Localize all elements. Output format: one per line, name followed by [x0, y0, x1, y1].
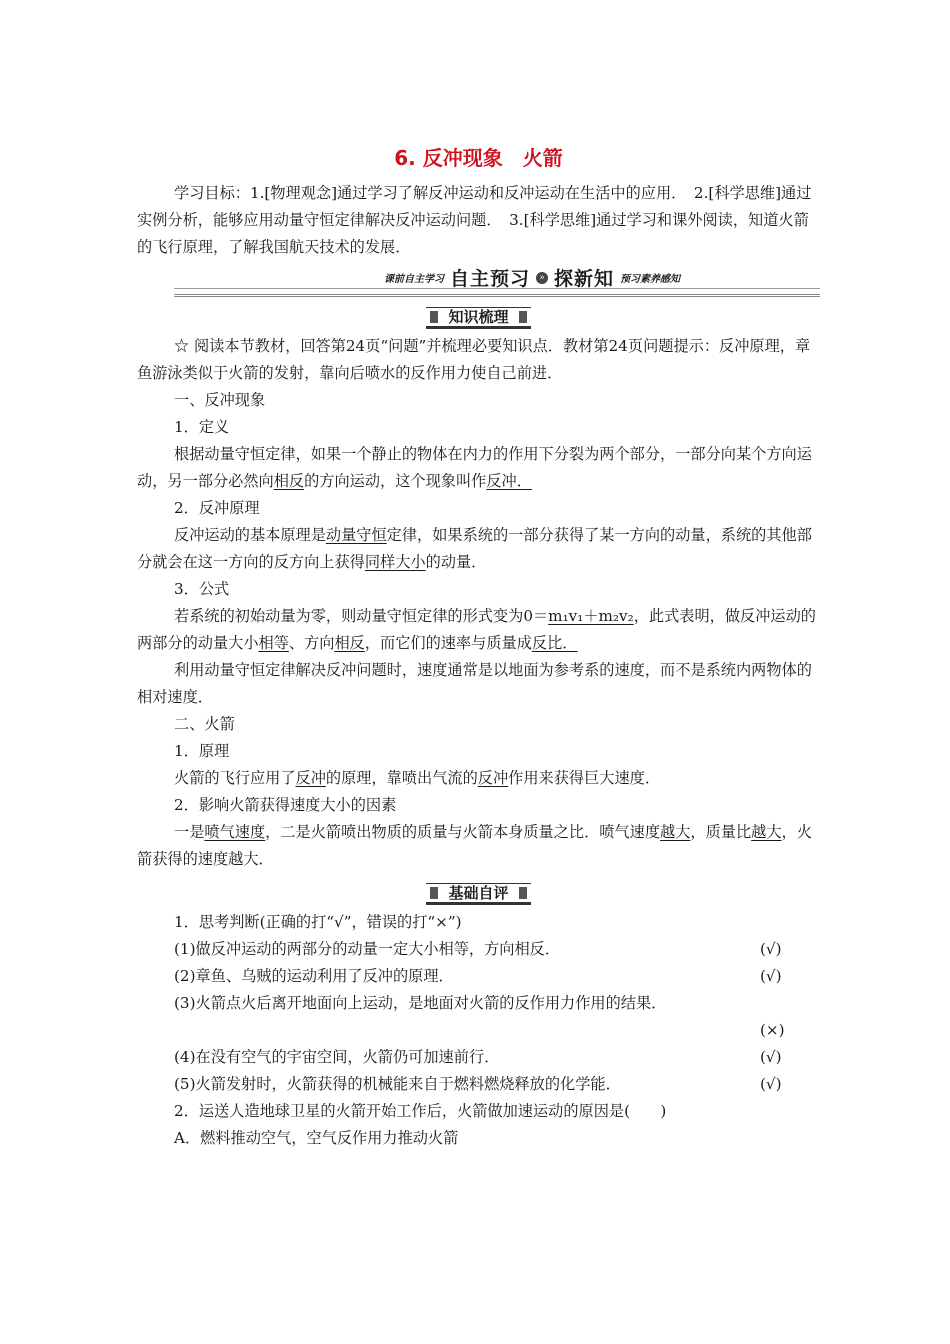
judgement-item: (4)在没有空气的宇宙空间，火箭仍可加速前行． (√) — [137, 1044, 820, 1071]
heading-recoil: 一、反冲现象 — [174, 391, 266, 409]
banner-left-text: 课前自主学习 — [383, 274, 444, 285]
factors-paragraph: 一是喷气速度，二是火箭喷出物质的质量与火箭本身质量之比．喷气速度越大，质量比越大，火箭获得的速度越大． — [137, 823, 812, 868]
learning-objectives: 学习目标：1.[物理观念]通过学习了解反冲运动和反冲运动在生活中的应用． 2.[科学思维]通过实例分析，能够应用动量守恒定律解决反冲运动问题． 3.[科学思维]通过学习和课外阅读，知道火箭的飞行原理，了解我国航天技术的发展． — [137, 184, 812, 256]
definition-paragraph: 根据动量守恒定律，如果一个静止的物体在内力的作用下分裂为两个部分，一部分向某个方向运动，另一部分必然向相反的方向运动，这个现象叫作反冲． — [137, 445, 812, 490]
judgement-mark: (√) — [760, 1075, 782, 1093]
banner-main-b: 探新知 — [553, 268, 614, 290]
judgement-mark: (√) — [760, 940, 782, 958]
heading-rocket-principle: 1．原理 — [174, 742, 230, 760]
banner-main-a: 自主预习 — [449, 268, 530, 290]
judgement-item: (2)章鱼、乌贼的运动利用了反冲的原理． (√) — [137, 963, 820, 990]
question-2: 2．运送人造地球卫星的火箭开始工作后，火箭做加速运动的原因是( ) — [174, 1102, 667, 1120]
question-1: 1．思考判断(正确的打“√”，错误的打“×”) — [174, 913, 462, 931]
judgement-item: (1)做反冲运动的两部分的动量一定大小相等，方向相反． (√) — [137, 936, 820, 963]
banner-right-text: 预习素养感知 — [620, 274, 680, 285]
question-2-option-a: A．燃料推动空气，空气反作用力推动火箭 — [174, 1129, 459, 1147]
section-header-knowledge — [137, 307, 820, 329]
heading-factors: 2．影响火箭获得速度大小的因素 — [174, 796, 397, 814]
document-page — [137, 140, 820, 1152]
section-banner — [137, 268, 820, 297]
heading-definition: 1．定义 — [174, 418, 230, 436]
intro-paragraph: ☆ 阅读本节教材，回答第24页“问题”并梳理必要知识点．教材第24页问题提示：反冲原理，章鱼游泳类似于火箭的发射，靠向后喷水的反作用力使自己前进． — [137, 337, 811, 382]
heading-principle: 2．反冲原理 — [174, 499, 260, 517]
heading-formula: 3．公式 — [174, 580, 230, 598]
judgement-item: (3)火箭点火后离开地面向上运动，是地面对火箭的反作用力作用的结果． — [174, 994, 667, 1012]
formula-paragraph: 若系统的初始动量为零，则动量守恒定律的形式变为0＝m₁v₁＋m₂v₂，此式表明，做反冲运动的两部分的动量大小相等、方向相反，而它们的速率与质量成反比． — [137, 607, 816, 652]
section-header-self-eval — [137, 883, 820, 905]
heading-rocket: 二、火箭 — [174, 715, 235, 733]
section-header-label: 基础自评 — [428, 884, 528, 902]
reference-frame-paragraph: 利用动量守恒定律解决反冲问题时，速度通常是以地面为参考系的速度，而不是系统内两物体的相对速度． — [137, 661, 812, 706]
page-title: 6. 反冲现象 火箭 — [394, 146, 563, 170]
chevron-right-icon: » — [536, 272, 548, 284]
judgement-item-mark-line — [137, 1017, 820, 1044]
judgement-mark: (√) — [760, 1048, 782, 1066]
principle-paragraph: 反冲运动的基本原理是动量守恒定律，如果系统的一部分获得了某一方向的动量，系统的其他部分就会在这一方向的反方向上获得同样大小的动量． — [137, 526, 812, 571]
section-header-label: 知识梳理 — [428, 308, 528, 326]
judgement-item: (5)火箭发射时，火箭获得的机械能来自于燃料燃烧释放的化学能． (√) — [137, 1071, 820, 1098]
judgement-mark: (√) — [760, 967, 782, 985]
rocket-principle-paragraph: 火箭的飞行应用了反冲的原理，靠喷出气流的反冲作用来获得巨大速度． — [174, 769, 660, 787]
judgement-mark: (×) — [760, 1021, 785, 1039]
